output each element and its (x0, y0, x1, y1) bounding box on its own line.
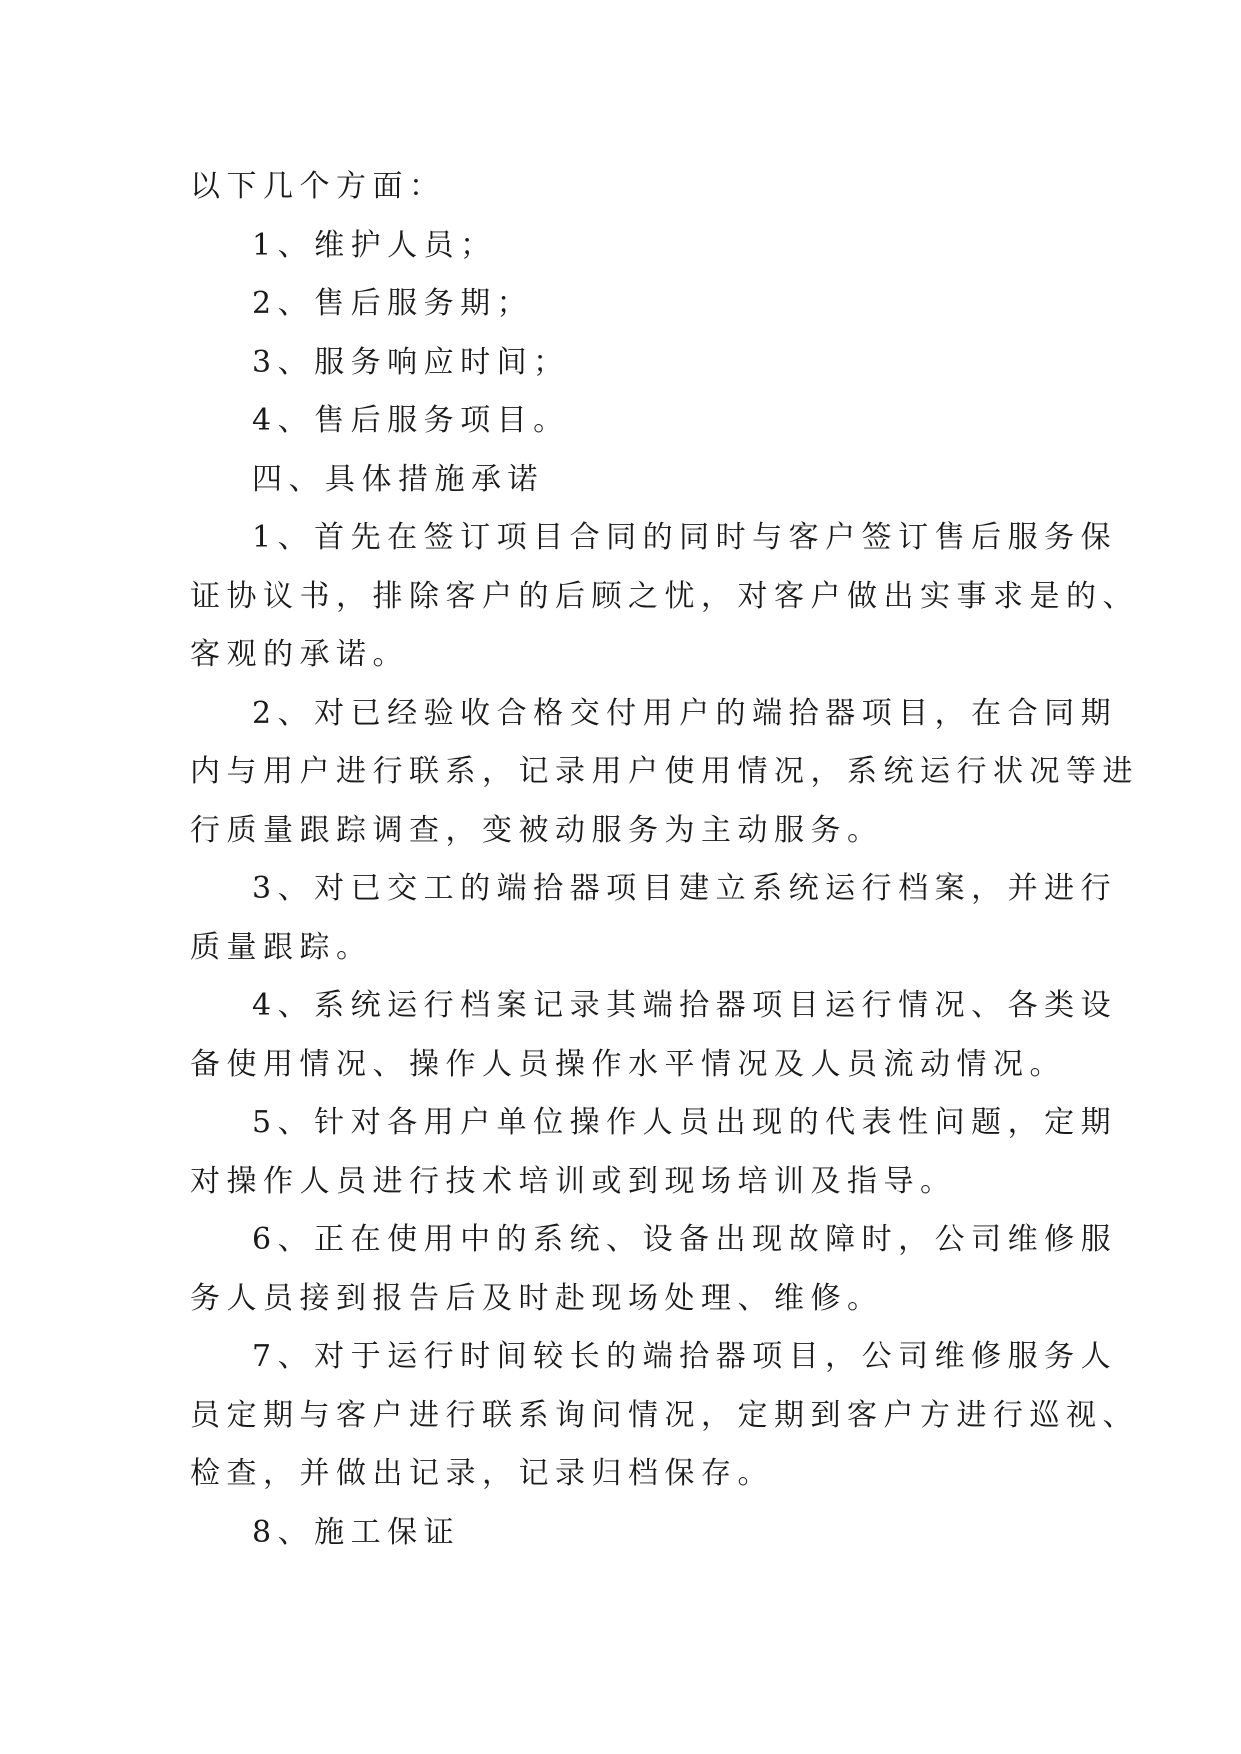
paragraph-line: 行质量跟踪调查，变被动服务为主动服务。 (190, 812, 884, 848)
paragraph-line: 3、对已交工的端拾器项目建立系统运行档案，并进行 (252, 871, 1118, 906)
document-body (190, 158, 1139, 1562)
paragraph-line: 1、首先在签订项目合同的同时与客户签订售后服务保 (252, 520, 1118, 555)
paragraph-line: 备使用情况、操作人员操作水平情况及人员流动情况。 (190, 1046, 1066, 1082)
list-item: 2、售后服务期； (252, 286, 534, 321)
paragraph-line: 务人员接到报告后及时赴现场处理、维修。 (190, 1280, 884, 1316)
paragraph-line: 2、对已经验收合格交付用户的端拾器项目，在合同期 (252, 695, 1118, 731)
paragraph-line: 5、针对各用户单位操作人员出现的代表性问题，定期 (252, 1105, 1118, 1140)
paragraph-line: 员定期与客户进行联系询问情况，定期到客户方进行巡视、 (190, 1397, 1139, 1433)
list-item: 1、维护人员； (252, 227, 497, 263)
paragraph-line: 对操作人员进行技术培训或到现场培训及指导。 (190, 1163, 957, 1199)
section-heading: 四、具体措施承诺 (252, 461, 544, 497)
paragraph-line: 客观的承诺。 (190, 637, 409, 672)
text-line: 以下几个方面： (190, 169, 446, 204)
paragraph-line: 检查，并做出记录，记录归档保存。 (190, 1456, 774, 1491)
paragraph-line: 4、系统运行档案记录其端拾器项目运行情况、各类设 (252, 988, 1118, 1023)
paragraph-line: 内与用户进行联系，记录用户使用情况，系统运行状况等进 (190, 754, 1139, 789)
paragraph-line: 7、对于运行时间较长的端拾器项目，公司维修服务人 (252, 1339, 1118, 1374)
paragraph-line: 证协议书，排除客户的后顾之忧，对客户做出实事求是的、 (190, 578, 1139, 614)
paragraph-line: 8、施工保证 (252, 1514, 461, 1550)
list-item: 4、售后服务项目。 (252, 403, 570, 438)
paragraph-line: 质量跟踪。 (190, 929, 373, 965)
paragraph-line: 6、正在使用中的系统、设备出现故障时，公司维修服 (252, 1222, 1118, 1257)
list-item: 3、服务响应时间； (252, 344, 570, 380)
